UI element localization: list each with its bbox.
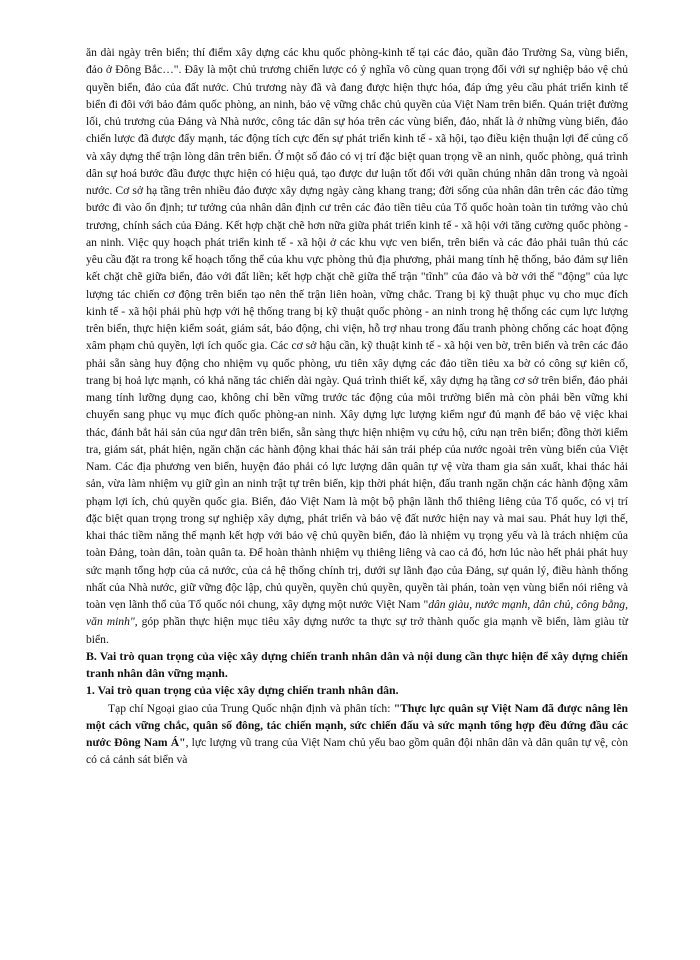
body-paragraph — [86, 44, 628, 648]
paragraph-text-end: , góp phần thực hiện mục tiêu xây dựng nước ta thực sự trở thành quốc gia mạnh về biển, làm giàu từ biển. — [86, 615, 628, 646]
bold-quote: "Thực lực quân sự Việt Nam đã được nâng lên một cách vững chắc, quân số đông, tác chiến mạnh, sức chiến đấu và sức mạnh tổng hợp đều đứng đầu các nước Đông Nam Á" — [86, 701, 628, 749]
paragraph-2-intro: Tạp chí Ngoại giao của Trung Quốc nhận định và phân tích: — [108, 701, 394, 715]
body-paragraph-2 — [86, 700, 628, 769]
quoted-slogan: dân giàu, nước mạnh, dân chủ, công bằng, văn minh" — [86, 598, 628, 629]
subsection-heading-1: 1. Vai trò quan trọng của việc xây dựng chiến tranh nhân dân. — [86, 683, 399, 698]
section-heading-b: B. Vai trò quan trọng của việc xây dựng chiến tranh nhân dân và nội dung cần thực hiện để xây dựng chiến tranh nhân dân vững mạnh. — [86, 648, 628, 680]
paragraph-text: ăn dài ngày trên biển; thí điểm xây dựng các khu quốc phòng-kinh tế tại các đảo, quần đảo Trường Sa, vùng biển, đảo ở Đông Bắc…". Đây là một chủ trương chiến lược có ý nghĩa vô cùng quan trọng đối với sự nghiệp bảo vệ chủ quyền biển, đảo của đất nước. Chủ trương này đã và đang được hiện thực hóa, đáp ứng yêu cầu phát triển kinh tế biển đi đôi với bảo đảm quốc phòng, an ninh, bảo vệ vững chắc chủ quyền của Việt Nam trên biển. Quán triệt đường lối, chủ trương của Đảng và Nhà nước, công tác dân sự hóa trên các vùng biển, đảo, nhất là ở những vùng biển, đảo chiến lược đã được đẩy mạnh, tác động tích cực đến sự phát triển kinh tế - xã hội, tạo điều kiện thuận lợi để củng cố và xây dựng thế trận lòng dân trên biển. Ở một số đảo có vị trí đặc biệt quan trọng về an ninh, quốc phòng, quá trình dân sự hoá bước đầu được thực hiện có hiệu quả, tạo được dư luận tốt đối với quần chúng nhân dân trong và ngoài nước. Cơ sở hạ tầng trên nhiều đảo được xây dựng ngày càng khang trang; đời sống của nhân dân trên các đảo từng bước đi vào ổn định; tư tưởng của nhân dân định cư trên các đảo tiền tiêu của Tổ quốc hoàn toàn tin tưởng vào chủ trương, chính sách của Đảng. Kết hợp chặt chẽ hơn nữa giữa phát triển kinh tế - xã hội với tăng cường quốc phòng - an ninh. Việc quy hoạch phát triển kinh tế - xã hội ở các khu vực ven biển, trên biển và các đảo phải tuân thủ các yêu cầu đặt ra trong kế hoạch tổng thể của khu vực phòng thủ địa phương, phải mang tính hệ thống, bảo đảm sự liên kết chặt chẽ giữa biển, đảo với đất liền; kết hợp chặt chẽ giữa thế trận "tĩnh" của đảo và bờ với thế "động" của lực lượng tác chiến cơ động trên biển tạo nên thế trận liên hoàn, vững chắc. Trang bị kỹ thuật phục vụ cho mục đích kinh tế - xã hội phải phù hợp với hệ thống trang bị kỹ thuật quốc phòng - an ninh trong hệ thống các cụm lực lượng trên biển, thực hiện kiểm soát, giám sát, báo động, chi viện, hỗ trợ nhau trong đấu tranh phòng chống các hoạt động xâm phạm chủ quyền, lợi ích quốc gia. Các cơ sở hậu cần, kỹ thuật kinh tế - xã hội ven bờ, trên biển và trên các đảo phải sẵn sàng huy động cho nhiệm vụ quốc phòng, ưu tiên xây dựng các đảo tiền tiêu xa bờ có công sự kiên cố, trang bị hoả lực mạnh, có khả năng tác chiến dài ngày. Quá trình thiết kế, xây dựng hạ tầng cơ sở trên biển, đảo phải mang tính lưỡng dụng cao, không chỉ bền vững trước tác động của môi trường biển mà còn phải bền vững khi chuyển sang phục vụ mục đích quốc phòng-an ninh. Xây dựng lực lượng kiểm ngư đủ mạnh để bảo vệ việc khai thác, đánh bắt hải sản của ngư dân trên biển, sẵn sàng thực hiện nhiệm vụ cứu hộ, cứu nạn trên biển; đồng thời kiểm tra, giám sát, phát hiện, ngăn chặn các hành động khai thác hải sản trái phép của nước ngoài trên vùng biển của Việt Nam. Các địa phương ven biển, huyện đảo phải có lực lượng dân quân tự vệ vừa tham gia sản xuất, khai thác hải sản, vừa làm nhiệm vụ giữ gìn an ninh trật tự trên biển, kịp thời phát hiện, đấu tranh ngăn chặn các hành động xâm phạm lợi ích, chủ quyền quốc gia. Biển, đảo Việt Nam là một bộ phận lãnh thổ thiêng liêng của Tổ quốc, có vị trí đặc biệt quan trọng trong sự nghiệp xây dựng, phát triển và bảo vệ đất nước hiện nay và mai sau. Phát huy lợi thế, khai thác tiềm năng thế mạnh kết hợp với bảo vệ chủ quyền biển, đảo là nhiệm vụ trọng yếu và là trách nhiệm của toàn Đảng, toàn dân, toàn quân ta. Để hoàn thành nhiệm vụ thiêng liêng và cao cả đó, hơn lúc nào hết phải phát huy sức mạnh tổng hợp của cả nước, của cả hệ thống chính trị, dưới sự lãnh đạo của Đảng, sự quản lý, điều hành thống nhất của Nhà nước, giữ vững độc lập, chủ quyền, quyền chủ quyền, quyền tài phán, toàn vẹn vùng biển nói riêng và toàn vẹn lãnh thổ của Tổ quốc nói chung, xây dựng một nước Việt Nam " — [86, 46, 628, 611]
paragraph-2-continuation: , lực lượng vũ trang của Việt Nam chủ yếu bao gồm quân đội nhân dân và dân quân tự vệ, còn có cả cảnh sát biển và — [86, 736, 628, 767]
